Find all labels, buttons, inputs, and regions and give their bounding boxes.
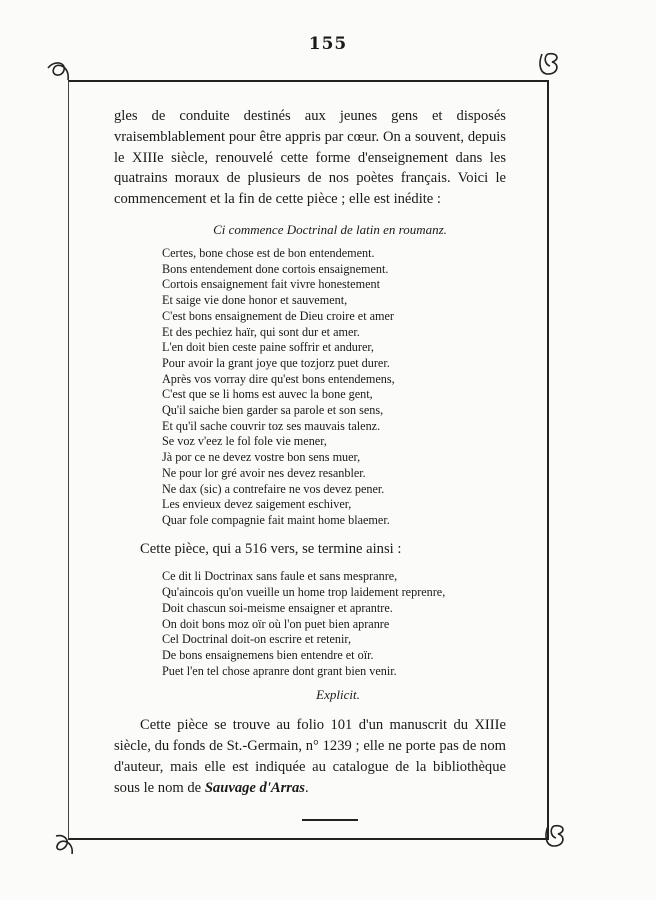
verse-line: Après vos vorray dire qu'est bons entendemens, [162,371,395,386]
verse-line: Ce dit li Doctrinax sans faule et sans mespranre, [162,569,398,584]
closing-paragraph [114,715,506,798]
verse-line: Doit chascun soi-meisme ensaigner et aprantre. [162,600,393,615]
middle-paragraph: Cette pièce, qui a 516 vers, se termine ainsi : [140,540,402,557]
verse-line: Bons entendement done cortois ensaignement. [162,261,389,276]
verse-line: Les envieux devez saigement eschiver, [162,497,352,512]
verse-line: Pour avoir la grant joye que tozjorz puet durer. [162,355,390,370]
verse-line: Cortois ensaignement fait vivre honestement [162,277,380,292]
verse-line: Quar fole compagnie fait maint home blaemer. [162,512,390,527]
poem-ending [162,569,506,679]
verse-line: Et saige vie done honor et sauvement, [162,293,348,308]
verse-line: L'en doit bien ceste paine soffrir et andurer, [162,340,374,355]
verse-line: Se voz v'eez le fol fole vie mener, [162,434,327,449]
poem-opening [162,246,506,529]
poem-heading: Ci commence Doctrinal de latin en roumanz. [213,221,447,237]
verse-line: On doit bons moz oïr où l'on puet bien apranre [162,616,390,631]
intro-paragraph: gles de conduite destinés aux jeunes gens et disposés vraisemblablement pour être appris par cœur. On a souvent, depuis le XIIIe siècle, renouvelé cette forme d'enseignement dans les quatrains moraux de plusieurs de nos poètes français. Voici le commencement et la fin de cette pièce ; elle est inédite : [114,108,506,208]
explicit-label: Explicit. [316,687,360,703]
corner-ornament-icon [44,58,74,88]
corner-ornament-icon [534,50,564,80]
author-name: Sauvage d'Arras [204,779,305,796]
closing-text: Cette pièce se trouve au folio 101 d'un manuscrit du XIIIe siècle, du fonds de St.-Germain, n° 1239 ; elle ne porte pas de nom d'auteur, mais elle est indiquée au catalogue de la bibliothèque sous le nom de [114,717,506,796]
page-number: 155 [308,34,348,54]
verse-line: Qu'il saiche bien garder sa parole et son sens, [162,403,384,418]
page-content [114,106,506,821]
end-rule [302,819,358,821]
closing-period: . [304,779,309,796]
verse-line: C'est bons ensaignement de Dieu croire et amer [162,308,394,323]
verse-line: Cel Doctrinal doit-on escrire et retenir, [162,632,352,647]
verse-line: De bons ensaignemens bien entendre et oïr. [162,647,374,662]
verse-line: C'est que se li homs est auvec la bone gent, [162,387,373,402]
corner-ornament-icon [540,822,570,852]
corner-ornament-icon [50,830,80,860]
verse-line: Certes, bone chose est de bon entendement. [162,245,375,260]
verse-line: Et qu'il sache couvrir toz ses mauvais talenz. [162,418,381,433]
verse-line: Jà por ce ne devez vostre bon sens muer, [162,450,361,465]
verse-line: Ne dax (sic) a contrefaire ne vos devez pener. [162,481,385,496]
verse-line: Qu'aincois qu'on vueille un home trop laidement reprenre, [162,585,446,600]
verse-line: Et des pechiez haïr, qui sont dur et amer. [162,324,360,339]
verse-line: Ne pour lor gré avoir nes devez resanbler. [162,465,366,480]
verse-line: Puet l'en tel chose apranre dont grant bien venir. [162,663,397,678]
